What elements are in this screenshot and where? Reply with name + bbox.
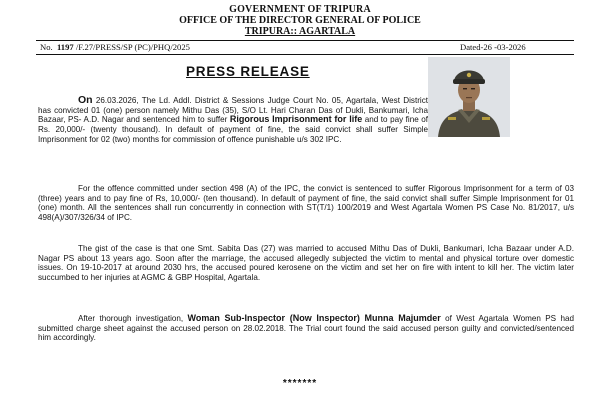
header-government: GOVERNMENT OF TRIPURA (229, 4, 371, 15)
reference-date: Dated-26 -03-2026 (460, 42, 526, 52)
reference-number (40, 42, 190, 53)
paragraph-section-498a (38, 184, 574, 223)
page-title: PRESS RELEASE (186, 64, 310, 79)
header-office: OFFICE OF THE DIRECTOR GENERAL OF POLICE (179, 15, 421, 26)
paragraph-investigation (38, 314, 574, 343)
divider-bottom (36, 54, 574, 55)
reference-file: /F.27/PRESS/SP (PC)/PHQ/2025 (73, 42, 190, 52)
paragraph-investigation-text-a: After thorough investigation, (78, 314, 188, 323)
paragraph-dropword: On (78, 94, 93, 106)
investigating-officer: Woman Sub-Inspector (Now Inspector) Munna Majumder (187, 313, 441, 323)
paragraph-case-gist-text: The gist of the case is that one Smt. Sabita Das (27) was married to accused Mithu Das of Dukli, Bankumari, Icha Bazaar under A.D. Nagar PS about 13 years ago. Soon after the marriage, the accused allegedly subjected the victim to mental and physical torture over domestic issues. On 19-10-2017 at around 2030 hrs, the accused poured kerosene on the victim and set her on fire with intent to kill her. The victim later succumbed to her injuries at AGMC & GBP Hospital, Agartala. (38, 244, 574, 283)
end-marker: ******* (282, 378, 318, 389)
paragraph-judgment (38, 96, 574, 145)
paragraph-judgment-text-a: 26.03.2026, The Ld. Addl. District & Sessions Judge Court No. 05, Agartala, West District has convicted 01 (one) person namely Mithu Das (35), S/O Lt. Hari Charan Das of Dukli, Bankumari, Icha Bazaar, PS- A.D. Nagar and sentenced him to suffer (38, 96, 428, 125)
divider-top (36, 40, 574, 41)
photo-wrap-spacer (428, 96, 574, 136)
reference-prefix: No. (40, 42, 57, 52)
paragraph-investigation-text-b: of West Agartala Women PS had submitted charge sheet against the accused person on 28.02.2018. The Trial court found the said accused person guilty and convicted/sentenced him accordingly. (38, 314, 574, 343)
sentence-highlight: Rigorous Imprisonment for life (229, 114, 363, 125)
reference-line (40, 42, 570, 53)
paragraph-judgment-text-b: and to pay fine of Rs. 20,000/- (twenty thousand). In default of payment of fine, the said convict shall suffer Simple Imprisonment for 02 (two) months for commission of offence punishable u/s 302 IPC. (38, 115, 428, 144)
paragraph-section-498a-text: For the offence committed under section 498 (A) of the IPC, the convict is sentenced to suffer Rigorous Imprisonment for a term of 03 (three) years and to pay fine of Rs, 10,000/- (ten thousand). In default of payment of fine, the said convict shall suffer Simple Imprisonment for 01 (one) month. All the sentences shall run concurrently in connection with ST(T/1) 100/2019 and West Agartala Women PS Case No. 81/2017, u/s 498(A)/307/326/34 of IPC. (38, 184, 574, 223)
paragraph-case-gist (38, 244, 574, 283)
reference-serial: 1197 (56, 42, 74, 52)
header-location: TRIPURA:: AGARTALA (244, 26, 356, 37)
